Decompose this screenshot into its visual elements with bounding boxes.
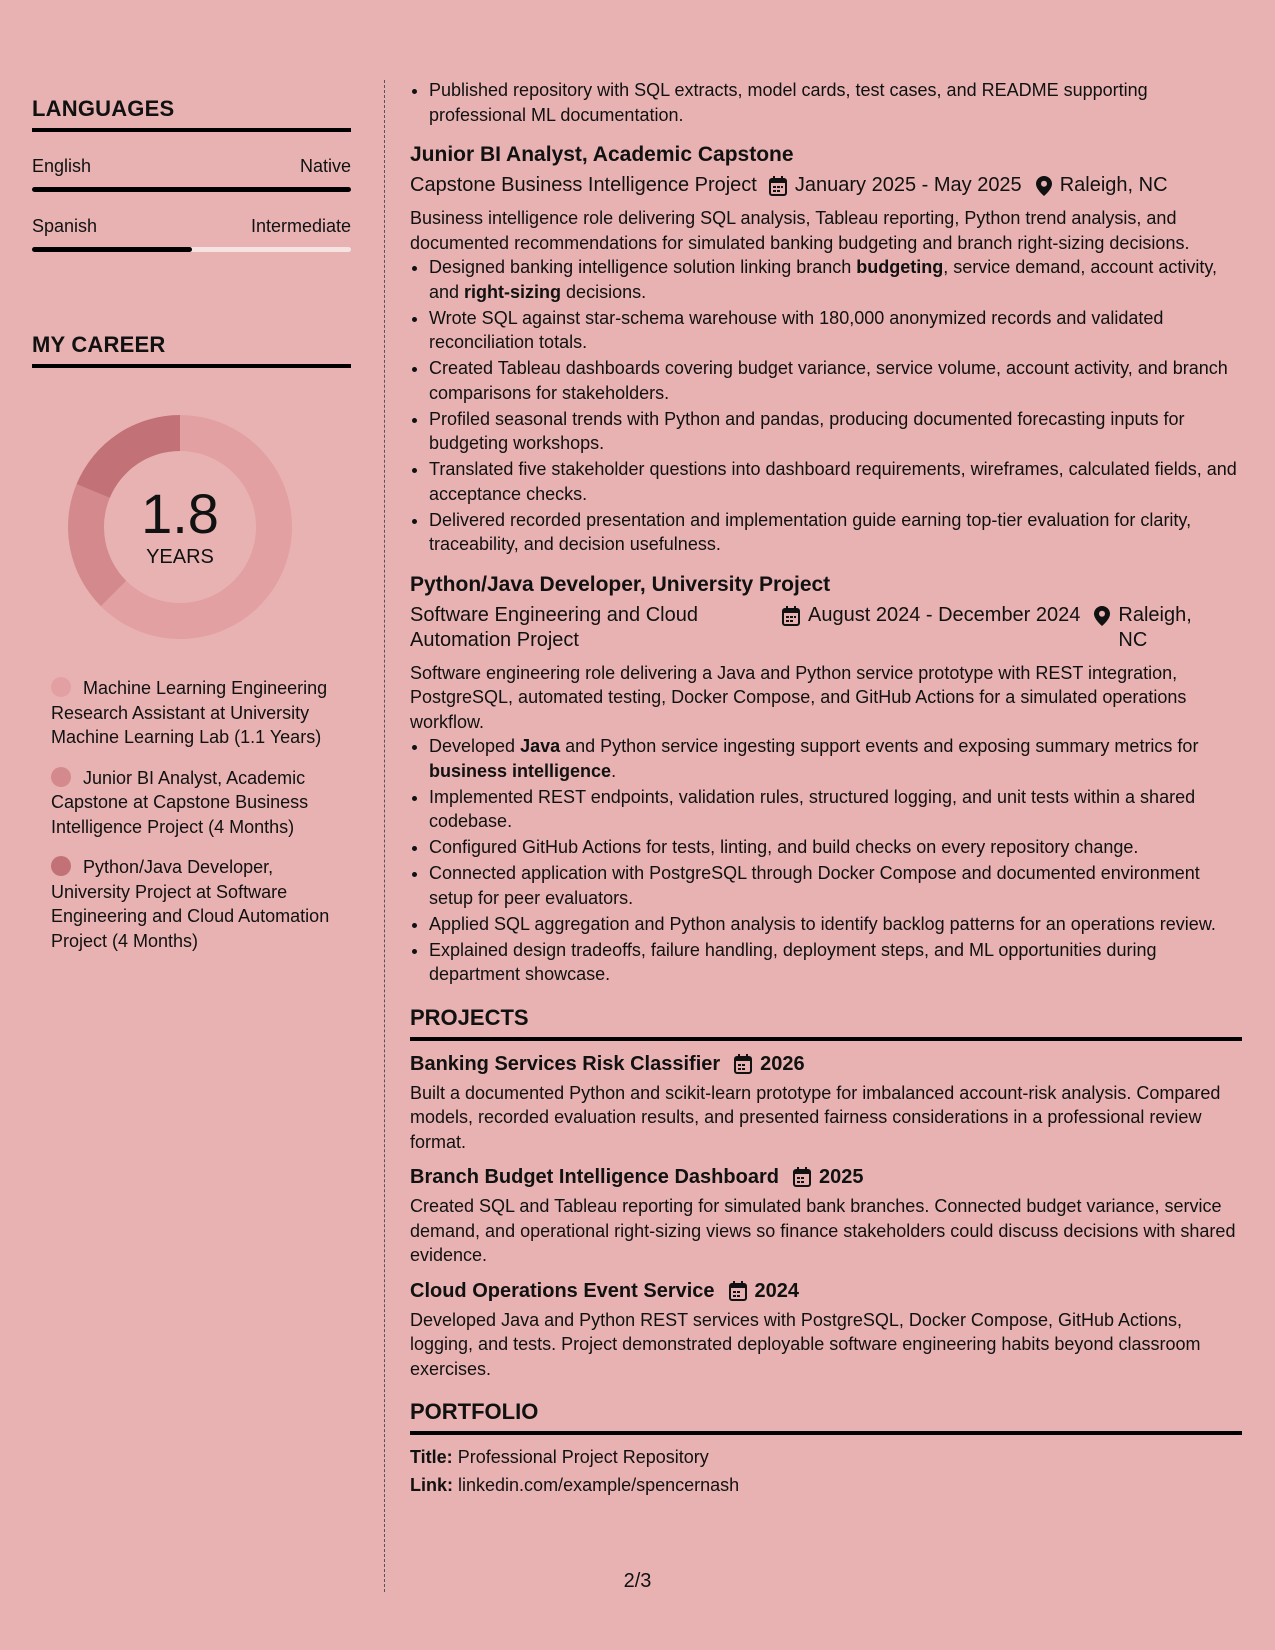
job-bullets — [410, 255, 1242, 557]
language-name: Spanish — [32, 216, 98, 236]
bullet-item: • Applied SQL aggregation and Python analysis to identify backlog patterns for an operations review. — [429, 912, 1242, 937]
bullet-text: Developed — [429, 736, 521, 756]
bullet-item: • Published repository with SQL extracts, model cards, test cases, and README supporting professional ML documentation. — [429, 78, 1242, 127]
calendar-icon — [734, 1054, 752, 1074]
job-dates-text: August 2024 - December 2024 — [808, 603, 1081, 626]
bullet-item — [429, 255, 1242, 304]
bullet-item: • Explained design tradeoffs, failure handling, deployment steps, and ML opportunities during department showcase. — [429, 938, 1242, 987]
projects-heading: PROJECTS — [410, 1005, 1242, 1041]
project-year: 2024 — [754, 1279, 800, 1302]
career-donut-chart — [65, 412, 295, 642]
calendar-icon — [782, 606, 800, 626]
experience-entry — [410, 141, 1242, 557]
legend-label: Machine Learning Engineering Research Assistant at University Machine Learning Lab (1.1 Years) — [51, 678, 328, 747]
bullet-text: , service demand, account activity, and — [429, 257, 1218, 302]
job-location-text: Raleigh, NC — [1059, 174, 1168, 196]
career-legend — [51, 676, 331, 953]
career-total-value: 1.8 — [141, 482, 219, 545]
bullet-text: Designed banking intelligence solution linking branch — [429, 257, 857, 277]
project-title: Cloud Operations Event Service — [410, 1279, 715, 1302]
portfolio-title-label: Title: — [410, 1447, 453, 1467]
bullet-item: • Delivered recorded presentation and implementation guide earning top-tier evaluation for clarity, traceability, and decision usefulness. — [429, 508, 1242, 557]
project-title-row — [410, 1278, 1242, 1304]
bullet-item — [429, 734, 1242, 783]
legend-label: Junior BI Analyst, Academic Capstone at Capstone Business Intelligence Project (4 Months) — [51, 767, 309, 837]
carryover-bullets — [410, 78, 1242, 127]
bullet-item: • Connected application with PostgreSQL through Docker Compose and documented environment setup for peer evaluators. — [429, 861, 1242, 910]
portfolio-block — [410, 1443, 1242, 1499]
project-entry — [410, 1051, 1242, 1155]
project-entry — [410, 1164, 1242, 1268]
bullet-item: • Profiled seasonal trends with Python and pandas, producing documented forecasting inputs for budgeting workshops. — [429, 407, 1242, 456]
job-meta — [410, 603, 1242, 653]
job-dates — [769, 173, 1022, 198]
project-description: Created SQL and Tableau reporting for simulated bank branches. Connected budget variance, service demand, and operational right-sizing views so finance stakeholders could discuss decisions with shared evidence. — [410, 1196, 1236, 1265]
language-proficiency-fill — [32, 187, 351, 192]
portfolio-link-label: Link: — [410, 1475, 453, 1495]
bullet-keyword: Java — [520, 736, 561, 756]
legend-item — [51, 855, 331, 953]
portfolio-link[interactable]: linkedin.com/example/spencernash — [458, 1475, 740, 1495]
bullet-item: • Implemented REST endpoints, validation rules, structured logging, and unit tests within a shared codebase. — [429, 785, 1242, 834]
bullet-item: • Wrote SQL against star-schema warehouse with 180,000 anonymized records and validated reconciliation totals. — [429, 306, 1242, 355]
bullet-text: decisions. — [561, 281, 647, 302]
portfolio-title-row — [410, 1443, 1242, 1471]
bullet-text: . — [611, 760, 617, 781]
project-description: Developed Java and Python REST services with PostgreSQL, Docker Compose, GitHub Actions, logging, and tests. Project demonstrated deployable software engineering habits beyond classroom exercises. — [410, 1309, 1201, 1379]
career-heading: MY CAREER — [32, 332, 351, 368]
job-location-text: Raleigh, NC — [1118, 603, 1192, 651]
job-location — [1094, 603, 1204, 653]
calendar-icon — [769, 176, 787, 196]
job-dates — [782, 603, 1080, 628]
calendar-icon — [793, 1167, 811, 1187]
language-spanish — [32, 216, 351, 252]
legend-dot — [51, 677, 71, 697]
job-organization: Capstone Business Intelligence Project — [410, 174, 757, 196]
languages-heading: LANGUAGES — [32, 96, 351, 132]
page-number: 2/3 — [623, 1570, 652, 1592]
career-total-unit: YEARS — [146, 546, 214, 568]
job-organization: Software Engineering and Cloud Automation Project — [410, 603, 698, 651]
legend-dot — [51, 856, 71, 876]
project-title: Banking Services Risk Classifier — [410, 1052, 721, 1075]
language-proficiency-bar — [32, 247, 351, 252]
language-level: Intermediate — [250, 216, 351, 236]
language-english — [32, 156, 351, 192]
bullet-item: • Configured GitHub Actions for tests, linting, and build checks on every repository change. — [429, 835, 1242, 860]
project-title-row — [410, 1164, 1242, 1190]
job-description: Software engineering role delivering a Java and Python service prototype with REST integration, PostgreSQL, automated testing, Docker Compose, and GitHub Actions for a simulated operations workflow. — [410, 662, 1187, 732]
language-name: English — [32, 156, 92, 176]
job-bullets — [410, 734, 1242, 987]
language-proficiency-bar — [32, 187, 351, 192]
experience-entry — [410, 571, 1242, 987]
bullet-item: • Created Tableau dashboards covering budget variance, service volume, account activity, and branch comparisons for stakeholders. — [429, 356, 1242, 405]
bullet-text: and Python service ingesting support events and exposing summary metrics for — [560, 736, 1199, 756]
location-pin-icon — [1036, 176, 1052, 196]
portfolio-title-value: Professional Project Repository — [457, 1447, 709, 1467]
bullet-item: • Translated five stakeholder questions into dashboard requirements, wireframes, calculated fields, and acceptance checks. — [429, 457, 1242, 506]
legend-item — [51, 676, 331, 750]
legend-label: Python/Java Developer, University Project at Software Engineering and Cloud Automation Project (4 Months) — [51, 857, 330, 951]
bullet-keyword: right-sizing — [464, 281, 562, 302]
project-title: Branch Budget Intelligence Dashboard — [410, 1166, 779, 1188]
job-dates-text: January 2025 - May 2025 — [794, 174, 1022, 196]
bullet-keyword: budgeting — [856, 257, 944, 277]
portfolio-heading: PORTFOLIO — [410, 1399, 1242, 1435]
career-total — [65, 484, 295, 569]
job-title: Python/Java Developer, University Project — [410, 572, 831, 596]
language-level: Native — [299, 156, 351, 176]
location-pin-icon — [1094, 606, 1110, 626]
job-location — [1036, 173, 1168, 198]
job-title: Junior BI Analyst, Academic Capstone — [410, 143, 794, 166]
bullet-keyword: business intelligence — [429, 760, 612, 781]
portfolio-link-row — [410, 1471, 1242, 1499]
legend-dot — [51, 767, 71, 787]
main-content — [410, 78, 1242, 1499]
column-divider — [384, 80, 385, 1592]
job-description: Business intelligence role delivering SQL analysis, Tableau reporting, Python trend analysis, and documented recommendations for simulated banking budgeting and branch right-sizing decisions. — [410, 208, 1190, 253]
legend-item — [51, 766, 331, 840]
language-proficiency-fill — [32, 247, 192, 252]
job-meta — [410, 173, 1242, 198]
project-year: 2026 — [760, 1052, 805, 1075]
project-year: 2025 — [818, 1166, 864, 1188]
project-description: Built a documented Python and scikit-learn prototype for imbalanced account-risk analysis. Compared models, recorded evaluation results, and presented fairness considerations in a professional review format. — [410, 1082, 1221, 1152]
project-entry — [410, 1278, 1242, 1382]
sidebar — [32, 78, 351, 969]
calendar-icon — [729, 1281, 747, 1301]
project-title-row — [410, 1051, 1242, 1077]
